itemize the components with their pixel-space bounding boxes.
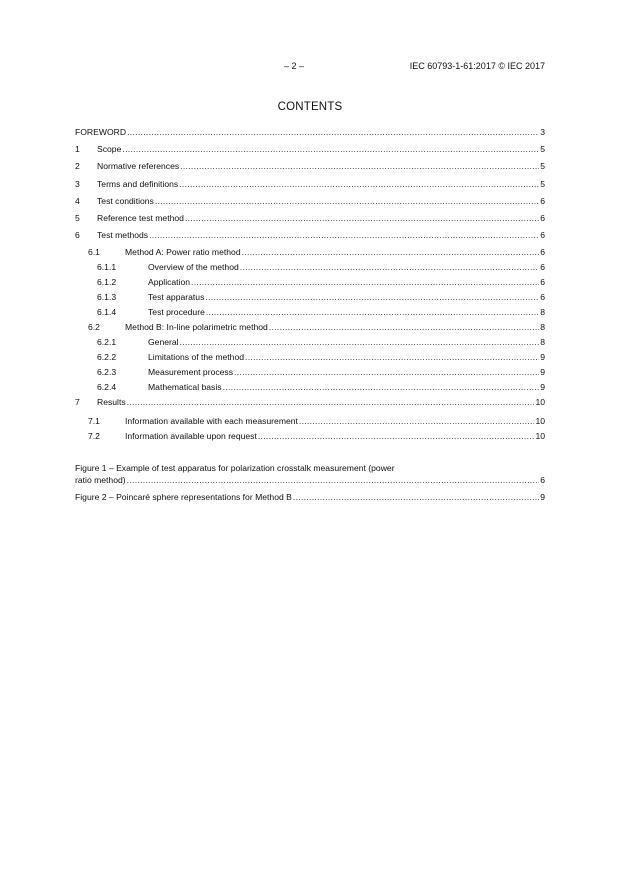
- toc-page: 3: [540, 127, 545, 137]
- figure-label: ratio method): [75, 475, 126, 485]
- toc-page: 5: [540, 161, 545, 171]
- figure-entry-1[interactable]: [75, 474, 545, 486]
- toc-entry-7-2[interactable]: [75, 430, 545, 442]
- toc-entry-6-2-1[interactable]: [75, 336, 545, 348]
- toc-number: 6.2.4: [97, 382, 117, 392]
- toc-page: 8: [540, 307, 545, 317]
- toc-leader: [223, 381, 540, 393]
- toc-label: Reference test method: [97, 213, 184, 223]
- toc-label: Overview of the method: [148, 262, 239, 272]
- toc-entry-6-1-1[interactable]: [75, 261, 545, 273]
- toc-leader: [127, 126, 539, 138]
- toc-number: 2: [75, 161, 80, 171]
- toc-leader: [234, 366, 539, 378]
- toc-label: Normative references: [97, 161, 180, 171]
- toc-leader: [245, 351, 539, 363]
- toc-leader: [122, 143, 539, 155]
- toc-leader: [179, 178, 539, 190]
- toc-page: 6: [540, 277, 545, 287]
- toc-page: 6: [540, 262, 545, 272]
- toc-number: 7: [75, 397, 80, 407]
- document-reference: IEC 60793-1-61:2017 © IEC 2017: [409, 61, 545, 71]
- toc-label: Method B: In-line polarimetric method: [125, 322, 268, 332]
- toc-label: Information available upon request: [125, 431, 257, 441]
- toc-entry-6-2-3[interactable]: [75, 366, 545, 378]
- toc-number: 6.1: [88, 247, 100, 257]
- toc-entry-6-1-2[interactable]: [75, 276, 545, 288]
- toc-entry-5[interactable]: [75, 212, 545, 224]
- toc-page: 9: [540, 382, 545, 392]
- toc-number: 6.1.3: [97, 292, 117, 302]
- toc-label: FOREWORD: [75, 127, 127, 137]
- toc-page: 10: [535, 416, 545, 426]
- figure-page: 6: [540, 475, 545, 485]
- toc-entry-6[interactable]: [75, 229, 545, 241]
- page-header: [0, 61, 620, 75]
- toc-page: 6: [540, 247, 545, 257]
- toc-label: Limitations of the method: [148, 352, 245, 362]
- toc-page: 5: [540, 179, 545, 189]
- toc-number: 6.1.4: [97, 307, 117, 317]
- toc-number: 6: [75, 230, 80, 240]
- toc-entry-foreword[interactable]: [75, 126, 545, 138]
- toc-leader: [191, 276, 539, 288]
- toc-page: 8: [540, 322, 545, 332]
- toc-entry-6-1[interactable]: [75, 246, 545, 258]
- toc-leader: [299, 415, 535, 427]
- toc-label: Mathematical basis: [148, 382, 222, 392]
- toc-label: Test procedure: [148, 307, 205, 317]
- toc-label: Results: [97, 397, 126, 407]
- toc-page: 9: [540, 367, 545, 377]
- toc-entry-2[interactable]: [75, 160, 545, 172]
- toc-leader: [242, 246, 540, 258]
- toc-number: 6.2: [88, 322, 100, 332]
- toc-entry-3[interactable]: [75, 178, 545, 190]
- toc-label: Method A: Power ratio method: [125, 247, 241, 257]
- toc-page: 5: [540, 144, 545, 154]
- page-number: – 2 –: [284, 61, 305, 71]
- toc-entry-6-1-3[interactable]: [75, 291, 545, 303]
- toc-number: 3: [75, 179, 80, 189]
- toc-leader: [269, 321, 539, 333]
- toc-label: Scope: [97, 144, 122, 154]
- toc-page: 6: [540, 230, 545, 240]
- toc-entry-7[interactable]: [75, 396, 545, 408]
- figure-entry-1-line1[interactable]: Figure 1 – Example of test apparatus for polarization crosstalk measurement (power: [75, 463, 395, 473]
- toc-entry-6-2[interactable]: [75, 321, 545, 333]
- toc-label: Application: [148, 277, 191, 287]
- toc-leader: [180, 160, 539, 172]
- toc-leader: [155, 195, 539, 207]
- toc-leader: [127, 474, 540, 486]
- toc-number: 5: [75, 213, 80, 223]
- toc-label: Measurement process: [148, 367, 234, 377]
- toc-entry-6-1-4[interactable]: [75, 306, 545, 318]
- toc-leader: [185, 212, 539, 224]
- toc-entry-7-1[interactable]: [75, 415, 545, 427]
- toc-number: 6.2.2: [97, 352, 117, 362]
- toc-page: 6: [540, 292, 545, 302]
- toc-number: 6.1.2: [97, 277, 117, 287]
- toc-leader: [293, 491, 539, 503]
- toc-label: Test apparatus: [148, 292, 205, 302]
- toc-label: General: [148, 337, 179, 347]
- toc-entry-6-2-4[interactable]: [75, 381, 545, 393]
- toc-leader: [240, 261, 539, 273]
- toc-page: 8: [540, 337, 545, 347]
- toc-leader: [127, 396, 535, 408]
- toc-leader: [206, 306, 539, 318]
- toc-number: 6.2.3: [97, 367, 117, 377]
- toc-number: 4: [75, 196, 80, 206]
- toc-page: 10: [535, 397, 545, 407]
- toc-leader: [149, 229, 539, 241]
- toc-entry-4[interactable]: [75, 195, 545, 207]
- figure-entry-2[interactable]: [75, 491, 545, 503]
- toc-label: Test conditions: [97, 196, 154, 206]
- toc-page: 6: [540, 196, 545, 206]
- figure-page: 9: [540, 492, 545, 502]
- toc-leader: [180, 336, 540, 348]
- toc-number: 7.1: [88, 416, 100, 426]
- toc-label: Information available with each measurement: [125, 416, 298, 426]
- toc-leader: [258, 430, 535, 442]
- toc-label: Test methods: [97, 230, 149, 240]
- toc-page: 6: [540, 213, 545, 223]
- toc-number: 6.2.1: [97, 337, 117, 347]
- toc-entry-1[interactable]: [75, 143, 545, 155]
- toc-page: 10: [535, 431, 545, 441]
- toc-number: 7.2: [88, 431, 100, 441]
- toc-number: 6.1.1: [97, 262, 117, 272]
- toc-entry-6-2-2[interactable]: [75, 351, 545, 363]
- toc-number: 1: [75, 144, 80, 154]
- toc-label: Terms and definitions: [97, 179, 179, 189]
- toc-leader: [205, 291, 539, 303]
- figure-label: Figure 2 – Poincaré sphere representations for Method B: [75, 492, 292, 502]
- contents-title: CONTENTS: [277, 101, 343, 113]
- toc-page: 9: [540, 352, 545, 362]
